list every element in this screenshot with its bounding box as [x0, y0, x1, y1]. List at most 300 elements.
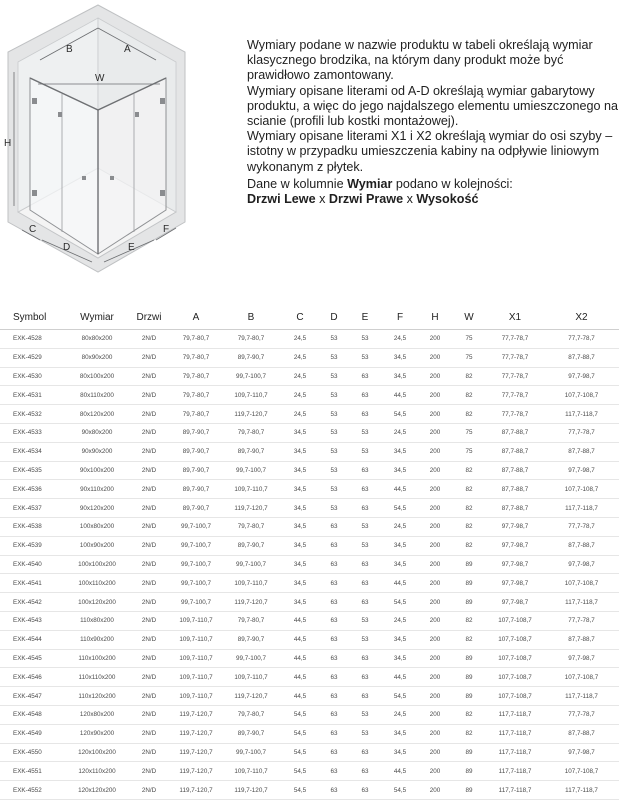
table-cell: 34,5 — [280, 442, 320, 461]
table-row — [0, 386, 619, 405]
order-height: Wysokość — [416, 192, 479, 207]
table-cell: 90x80x200 — [66, 423, 128, 442]
table-cell: 63 — [320, 762, 348, 781]
table-cell: EXK-4541 — [0, 574, 66, 593]
table-cell: 44,5 — [280, 649, 320, 668]
table-cell: 54,5 — [280, 781, 320, 800]
table-cell: 53 — [348, 423, 382, 442]
table-cell: 110x120x200 — [66, 687, 128, 706]
table-cell: 80x80x200 — [66, 330, 128, 349]
table-cell: 82 — [452, 630, 486, 649]
table-cell: 200 — [418, 405, 452, 424]
table-cell: 24,5 — [382, 705, 418, 724]
table-cell: 107,7-108,7 — [486, 630, 544, 649]
table-cell: 2N/D — [128, 668, 170, 687]
table-cell: 63 — [348, 687, 382, 706]
table-cell: 117,7-118,7 — [486, 743, 544, 762]
shower-enclosure-diagram — [0, 0, 230, 280]
table-cell: 53 — [320, 348, 348, 367]
table-cell: 79,7-80,7 — [222, 517, 280, 536]
table-cell: 77,7-78,7 — [486, 386, 544, 405]
table-cell: 2N/D — [128, 461, 170, 480]
table-cell: 200 — [418, 442, 452, 461]
table-cell: 200 — [418, 386, 452, 405]
table-cell: 87,7-88,7 — [544, 630, 619, 649]
table-cell: 44,5 — [382, 762, 418, 781]
table-cell: 2N/D — [128, 423, 170, 442]
table-row — [0, 762, 619, 781]
table-cell: 79,7-80,7 — [170, 330, 222, 349]
table-cell: 24,5 — [280, 405, 320, 424]
column-header: F — [382, 306, 418, 330]
table-cell: 24,5 — [280, 348, 320, 367]
table-cell: 89 — [452, 687, 486, 706]
description-paragraph-2: Wymiary opisane literami od A-D określają wymiar gabarytowy produktu, a więc do jego najdalszego elementu umieszczonego na scianie (profili lub kostki montażowej). — [247, 83, 619, 129]
table-cell: 109,7-110,7 — [222, 386, 280, 405]
table-cell: 200 — [418, 743, 452, 762]
order-sep-1: x — [319, 192, 326, 207]
table-cell: 53 — [348, 630, 382, 649]
table-cell: 119,7-120,7 — [222, 405, 280, 424]
table-cell: 2N/D — [128, 705, 170, 724]
table-cell: 200 — [418, 593, 452, 612]
table-cell: 63 — [320, 781, 348, 800]
table-cell: 54,5 — [280, 762, 320, 781]
table-cell: 89 — [452, 668, 486, 687]
table-cell: 75 — [452, 442, 486, 461]
column-header: Drzwi — [128, 306, 170, 330]
table-cell: 200 — [418, 762, 452, 781]
table-cell: 53 — [320, 386, 348, 405]
table-cell: 80x90x200 — [66, 348, 128, 367]
table-cell: 200 — [418, 705, 452, 724]
table-cell: 34,5 — [280, 499, 320, 518]
table-cell: 82 — [452, 405, 486, 424]
table-cell: 2N/D — [128, 442, 170, 461]
table-cell: 107,7-108,7 — [486, 687, 544, 706]
table-cell: 2N/D — [128, 330, 170, 349]
table-cell: 200 — [418, 781, 452, 800]
table-cell: 63 — [320, 649, 348, 668]
table-cell: 200 — [418, 649, 452, 668]
table-cell: 34,5 — [382, 348, 418, 367]
table-cell: 44,5 — [280, 687, 320, 706]
table-cell: 89,7-90,7 — [170, 461, 222, 480]
table-cell: 79,7-80,7 — [170, 405, 222, 424]
table-row — [0, 630, 619, 649]
table-cell: 109,7-110,7 — [170, 649, 222, 668]
table-cell: 63 — [348, 762, 382, 781]
table-cell: 2N/D — [128, 517, 170, 536]
table-cell: 34,5 — [280, 461, 320, 480]
table-cell: 110x80x200 — [66, 611, 128, 630]
table-cell: 63 — [348, 555, 382, 574]
table-cell: 63 — [320, 724, 348, 743]
table-cell: 77,7-78,7 — [544, 611, 619, 630]
table-cell: 117,7-118,7 — [486, 724, 544, 743]
table-header-row — [0, 306, 619, 330]
table-cell: 34,5 — [280, 480, 320, 499]
table-cell: 100x100x200 — [66, 555, 128, 574]
table-row — [0, 687, 619, 706]
table-cell: EXK-4550 — [0, 743, 66, 762]
table-cell: 63 — [320, 630, 348, 649]
table-cell: EXK-4544 — [0, 630, 66, 649]
table-cell: 90x110x200 — [66, 480, 128, 499]
table-cell: 53 — [320, 330, 348, 349]
table-cell: 87,7-88,7 — [486, 423, 544, 442]
table-cell: 89,7-90,7 — [170, 480, 222, 499]
table-cell: 97,7-98,7 — [544, 743, 619, 762]
table-cell: 89,7-90,7 — [222, 724, 280, 743]
table-cell: EXK-4529 — [0, 348, 66, 367]
table-cell: 54,5 — [382, 593, 418, 612]
table-cell: 54,5 — [280, 705, 320, 724]
table-cell: 89 — [452, 555, 486, 574]
table-cell: 200 — [418, 574, 452, 593]
table-cell: 117,7-118,7 — [486, 762, 544, 781]
table-cell: 44,5 — [382, 386, 418, 405]
table-cell: 34,5 — [382, 724, 418, 743]
table-cell: 82 — [452, 517, 486, 536]
table-cell: 119,7-120,7 — [170, 705, 222, 724]
table-cell: 2N/D — [128, 536, 170, 555]
table-cell: 117,7-118,7 — [544, 593, 619, 612]
description-paragraph-3: Wymiary opisane literami X1 i X2 określają wymiar do osi szyby – istotny w przypadku umieszczenia kabiny na odpływie liniowym wykonanym z płytek. — [247, 129, 613, 174]
table-cell: EXK-4528 — [0, 330, 66, 349]
table-cell: 87,7-88,7 — [544, 536, 619, 555]
table-cell: 200 — [418, 461, 452, 480]
table-cell: 99,7-100,7 — [170, 517, 222, 536]
table-cell: 82 — [452, 499, 486, 518]
table-cell: 79,7-80,7 — [170, 386, 222, 405]
table-cell: 53 — [348, 348, 382, 367]
table-cell: 34,5 — [280, 423, 320, 442]
table-cell: 63 — [348, 781, 382, 800]
table-cell: 87,7-88,7 — [544, 348, 619, 367]
column-header: B — [222, 306, 280, 330]
table-cell: 107,7-108,7 — [544, 574, 619, 593]
table-row — [0, 555, 619, 574]
table-cell: 63 — [320, 743, 348, 762]
table-cell: 87,7-88,7 — [486, 461, 544, 480]
table-cell: 110x90x200 — [66, 630, 128, 649]
table-row — [0, 649, 619, 668]
dimension-order-rest: podano w kolejności: — [395, 176, 513, 191]
table-cell: 87,7-88,7 — [544, 442, 619, 461]
table-cell: 87,7-88,7 — [544, 724, 619, 743]
table-cell: 119,7-120,7 — [170, 781, 222, 800]
table-row — [0, 423, 619, 442]
table-cell: EXK-4540 — [0, 555, 66, 574]
dim-label-b: B — [66, 44, 73, 55]
table-row — [0, 348, 619, 367]
table-cell: 107,7-108,7 — [486, 668, 544, 687]
order-right-door: Drzwi Prawe — [328, 192, 404, 207]
table-cell: 24,5 — [382, 423, 418, 442]
table-cell: 34,5 — [382, 536, 418, 555]
description-block — [247, 38, 619, 207]
dim-label-a: A — [124, 44, 131, 55]
table-cell: 120x90x200 — [66, 724, 128, 743]
column-header: D — [320, 306, 348, 330]
table-row — [0, 611, 619, 630]
description-paragraph-1: Wymiary podane w nazwie produktu w tabeli określają wymiar klasycznego brodzika, na którym dany produkt może być prawidłowo zamontowany. — [247, 38, 593, 83]
table-cell: 80x100x200 — [66, 367, 128, 386]
table-cell: 109,7-110,7 — [222, 668, 280, 687]
table-cell: 77,7-78,7 — [544, 423, 619, 442]
table-cell: 117,7-118,7 — [544, 499, 619, 518]
table-cell: 2N/D — [128, 574, 170, 593]
table-cell: EXK-4547 — [0, 687, 66, 706]
table-cell: 44,5 — [280, 611, 320, 630]
table-cell: 75 — [452, 330, 486, 349]
table-cell: 77,7-78,7 — [486, 367, 544, 386]
table-cell: 97,7-98,7 — [486, 517, 544, 536]
table-cell: 63 — [320, 574, 348, 593]
table-cell: EXK-4552 — [0, 781, 66, 800]
table-cell: 63 — [320, 517, 348, 536]
table-cell: 75 — [452, 348, 486, 367]
table-cell: 53 — [348, 330, 382, 349]
table-cell: 2N/D — [128, 724, 170, 743]
table-cell: 107,7-108,7 — [544, 762, 619, 781]
table-cell: 200 — [418, 687, 452, 706]
table-cell: 100x110x200 — [66, 574, 128, 593]
table-cell: 24,5 — [382, 517, 418, 536]
table-cell: 119,7-120,7 — [170, 762, 222, 781]
table-cell: 53 — [348, 442, 382, 461]
table-cell: 89 — [452, 743, 486, 762]
table-cell: 200 — [418, 668, 452, 687]
table-cell: 200 — [418, 480, 452, 499]
table-cell: 109,7-110,7 — [170, 687, 222, 706]
table-cell: 89 — [452, 762, 486, 781]
column-header: W — [452, 306, 486, 330]
table-cell: 79,7-80,7 — [222, 611, 280, 630]
table-cell: 90x100x200 — [66, 461, 128, 480]
table-cell: 89,7-90,7 — [170, 499, 222, 518]
table-cell: 34,5 — [280, 593, 320, 612]
table-cell: 2N/D — [128, 743, 170, 762]
table-cell: 82 — [452, 386, 486, 405]
table-row — [0, 330, 619, 349]
table-cell: EXK-4549 — [0, 724, 66, 743]
table-cell: 79,7-80,7 — [170, 367, 222, 386]
table-cell: 119,7-120,7 — [222, 781, 280, 800]
table-cell: 120x80x200 — [66, 705, 128, 724]
table-cell: 110x100x200 — [66, 649, 128, 668]
table-cell: 53 — [320, 499, 348, 518]
table-cell: 89,7-90,7 — [170, 423, 222, 442]
table-cell: 2N/D — [128, 611, 170, 630]
dim-label-h: H — [4, 138, 12, 149]
table-cell: 2N/D — [128, 367, 170, 386]
table-cell: 109,7-110,7 — [222, 574, 280, 593]
table-cell: 24,5 — [382, 611, 418, 630]
table-cell: 2N/D — [128, 649, 170, 668]
table-cell: 89 — [452, 574, 486, 593]
table-cell: 24,5 — [280, 386, 320, 405]
table-cell: 89 — [452, 649, 486, 668]
table-cell: 200 — [418, 330, 452, 349]
table-cell: 2N/D — [128, 630, 170, 649]
table-cell: 82 — [452, 705, 486, 724]
table-cell: 63 — [348, 405, 382, 424]
table-row — [0, 480, 619, 499]
table-cell: 63 — [348, 480, 382, 499]
table-cell: 63 — [320, 555, 348, 574]
table-cell: 63 — [320, 611, 348, 630]
table-row — [0, 574, 619, 593]
table-cell: 117,7-118,7 — [486, 781, 544, 800]
table-cell: 119,7-120,7 — [222, 593, 280, 612]
column-header: A — [170, 306, 222, 330]
table-cell: 54,5 — [280, 743, 320, 762]
table-row — [0, 499, 619, 518]
table-cell: 82 — [452, 367, 486, 386]
table-cell: 63 — [320, 536, 348, 555]
table-cell: 2N/D — [128, 405, 170, 424]
table-cell: 77,7-78,7 — [544, 330, 619, 349]
spec-table — [0, 306, 619, 800]
column-header: H — [418, 306, 452, 330]
table-cell: 120x110x200 — [66, 762, 128, 781]
dimension-order-intro: Dane w kolumnie — [247, 176, 344, 191]
table-cell: 97,7-98,7 — [544, 649, 619, 668]
table-cell: 34,5 — [382, 649, 418, 668]
table-cell: 63 — [320, 593, 348, 612]
table-cell: 34,5 — [382, 555, 418, 574]
order-sep-2: x — [406, 192, 413, 207]
table-cell: 2N/D — [128, 386, 170, 405]
table-cell: 53 — [348, 724, 382, 743]
table-cell: 99,7-100,7 — [222, 743, 280, 762]
table-cell: 63 — [320, 705, 348, 724]
table-cell: 79,7-80,7 — [222, 330, 280, 349]
table-cell: 200 — [418, 630, 452, 649]
table-row — [0, 743, 619, 762]
table-cell: 120x120x200 — [66, 781, 128, 800]
table-cell: 80x110x200 — [66, 386, 128, 405]
table-cell: 109,7-110,7 — [170, 668, 222, 687]
table-row — [0, 781, 619, 800]
table-cell: 63 — [348, 649, 382, 668]
dim-label-w: W — [95, 73, 105, 84]
table-cell: 34,5 — [280, 536, 320, 555]
table-cell: 63 — [320, 668, 348, 687]
table-cell: 63 — [348, 499, 382, 518]
table-cell: 109,7-110,7 — [170, 611, 222, 630]
table-cell: 63 — [348, 593, 382, 612]
table-cell: EXK-4530 — [0, 367, 66, 386]
table-row — [0, 517, 619, 536]
table-cell: 89,7-90,7 — [222, 348, 280, 367]
table-cell: 107,7-108,7 — [486, 611, 544, 630]
table-row — [0, 442, 619, 461]
table-cell: 90x90x200 — [66, 442, 128, 461]
table-cell: 109,7-110,7 — [170, 630, 222, 649]
column-header: E — [348, 306, 382, 330]
table-cell: 107,7-108,7 — [544, 668, 619, 687]
table-cell: 63 — [348, 367, 382, 386]
table-cell: EXK-4534 — [0, 442, 66, 461]
table-cell: EXK-4532 — [0, 405, 66, 424]
table-cell: 97,7-98,7 — [544, 555, 619, 574]
table-cell: EXK-4535 — [0, 461, 66, 480]
table-cell: 2N/D — [128, 348, 170, 367]
table-cell: 107,7-108,7 — [486, 649, 544, 668]
table-row — [0, 536, 619, 555]
table-cell: 117,7-118,7 — [544, 781, 619, 800]
table-cell: 109,7-110,7 — [222, 762, 280, 781]
table-cell: 79,7-80,7 — [222, 423, 280, 442]
table-row — [0, 461, 619, 480]
table-cell: 97,7-98,7 — [486, 593, 544, 612]
table-cell: 53 — [320, 461, 348, 480]
table-cell: 63 — [348, 461, 382, 480]
column-header: X1 — [486, 306, 544, 330]
table-cell: 34,5 — [382, 461, 418, 480]
dimension-column-name: Wymiar — [347, 176, 393, 191]
table-cell: 109,7-110,7 — [222, 480, 280, 499]
dimension-order — [247, 192, 619, 207]
table-cell: 2N/D — [128, 499, 170, 518]
table-row — [0, 705, 619, 724]
table-row — [0, 668, 619, 687]
table-cell: 120x100x200 — [66, 743, 128, 762]
table-cell: 54,5 — [280, 724, 320, 743]
table-cell: 107,7-108,7 — [544, 386, 619, 405]
table-cell: 97,7-98,7 — [486, 555, 544, 574]
table-cell: 200 — [418, 367, 452, 386]
column-header: Symbol — [0, 306, 66, 330]
table-cell: 99,7-100,7 — [222, 367, 280, 386]
dim-label-e: E — [128, 242, 135, 253]
table-cell: 54,5 — [382, 499, 418, 518]
table-row — [0, 367, 619, 386]
table-cell: 100x80x200 — [66, 517, 128, 536]
table-cell: 97,7-98,7 — [486, 536, 544, 555]
table-cell: 99,7-100,7 — [170, 555, 222, 574]
table-cell: EXK-4546 — [0, 668, 66, 687]
table-cell: 34,5 — [382, 367, 418, 386]
table-cell: 200 — [418, 536, 452, 555]
table-cell: EXK-4542 — [0, 593, 66, 612]
table-row — [0, 405, 619, 424]
column-header: Wymiar — [66, 306, 128, 330]
table-cell: 2N/D — [128, 555, 170, 574]
table-cell: 34,5 — [382, 630, 418, 649]
table-cell: 200 — [418, 555, 452, 574]
column-header: X2 — [544, 306, 619, 330]
table-cell: 2N/D — [128, 480, 170, 499]
table-cell: 34,5 — [280, 555, 320, 574]
table-cell: EXK-4551 — [0, 762, 66, 781]
table-cell: 100x90x200 — [66, 536, 128, 555]
table-cell: 34,5 — [280, 574, 320, 593]
table-cell: 110x110x200 — [66, 668, 128, 687]
table-cell: 99,7-100,7 — [170, 593, 222, 612]
table-cell: 79,7-80,7 — [222, 705, 280, 724]
table-cell: EXK-4539 — [0, 536, 66, 555]
table-cell: 44,5 — [382, 574, 418, 593]
table-cell: 97,7-98,7 — [544, 461, 619, 480]
table-cell: 53 — [320, 423, 348, 442]
table-cell: 99,7-100,7 — [170, 536, 222, 555]
table-cell: 200 — [418, 724, 452, 743]
table-cell: 119,7-120,7 — [222, 687, 280, 706]
